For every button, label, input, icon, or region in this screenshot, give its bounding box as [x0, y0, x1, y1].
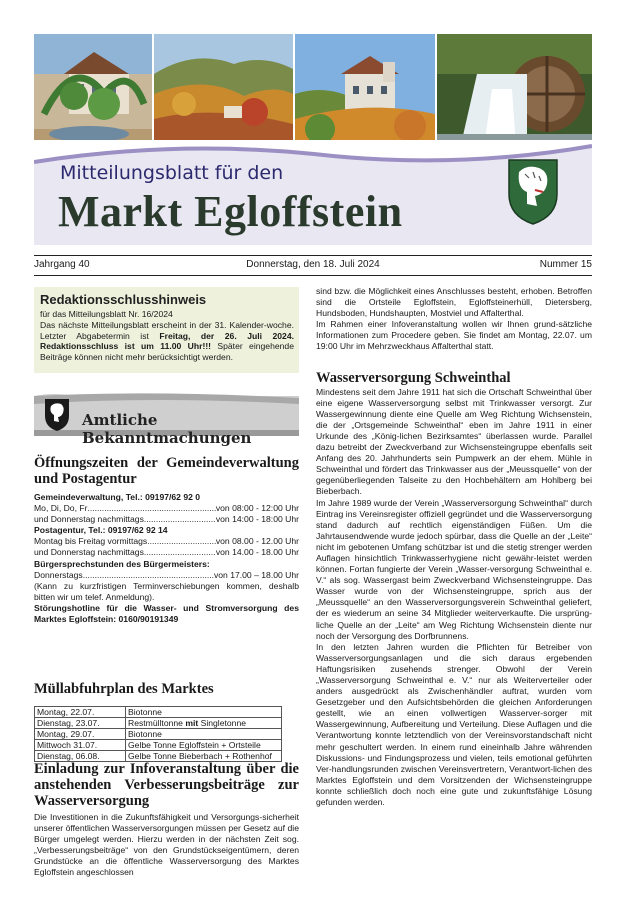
waste-type-label: Biotonne	[128, 729, 162, 739]
post-hours-row: und Donnerstag nachmittags ..... von 14.00 - 18.00 Uhr	[34, 547, 299, 558]
waste-type-label: Restmülltonne	[128, 718, 186, 728]
waste-type-label: Biotonne	[128, 707, 162, 717]
coat-of-arms-icon	[505, 156, 561, 226]
masthead-title: Markt Egloffstein	[58, 187, 403, 236]
waste-schedule-row	[35, 740, 282, 751]
water-supply-paragraph: Mindestens seit dem Jahre 1911 hat sich die Ortschaft Schweinthal über eine eigene Wasserversorgung selbst mit Trinkwasser versorgt. Zur Wassergewinnung diente eine Quelle am Weg Richtung Wichsenstein, die der „Ortsgemeinde Schweinthal“ eben im Jahre 1911 in einer Urkunde des „König-lichen Bezirksamtes“ überlassen wurde. Parallel dazu betreibt der Zweckverband zur Wichsensteingruppe ebenfalls seit Anfang des 20. Jahrhunderts sein Pumpwerk an der ehem. Mühle in Schweinthal und fördert das Trinkwasser aus der „Meussquelle“ von der gegenüberliegenden Talseite zu den Hochbehältern am Hohlberg bei Bieberbach.	[316, 386, 592, 497]
right-column	[316, 286, 592, 808]
waste-type-label: Gelbe Tonne Bieberbach + Rothenhof	[128, 751, 272, 761]
water-supply-heading: Wasserversorgung Schweinthal	[316, 369, 511, 386]
deadline-next-issue: Das nächste Mitteilungsblatt erscheint in der 31. Kalender-woche. Letzter Abgabetermin ist	[40, 319, 294, 341]
mayor-hours-row: Donnerstags ..... von 17.00 – 18.00 Uhr	[34, 570, 299, 581]
admin-hours-row: Mo, Di, Do, Fr ..... von 08:00 - 12:00 Uhr	[34, 503, 299, 514]
official-notices-banner	[34, 392, 299, 447]
deadline-date: Freitag, der 26. Juli 2024.	[159, 330, 295, 341]
water-supply-paragraph: Im Jahre 1989 wurde der Verein „Wasserversorgung Schweinthal“ durch Eintrag ins Vereinsregister offiziell gegründet und die Wasserversorgung stand dadurch auf rechtlich eigenständigen Füßen. Um die Jahrtausendwende wurde jedoch spürbar, dass die Quelle an der „Leite“ nicht im gebotenen Umfang schützbar ist und die stetig strenger werden Auflagen hinsichtlich Trinkwasserhygiene nicht gewähr-leistet werden können. Fortan fungierte der Verein „Wasser-versorgung Schweinthal e. V.“ als sog. Wassergast beim Zweckverband Wichsensteingruppe. Das Wasser wurde von der Wichsensteingruppe, sprich aus der „Meussquelle“ an den Wasserversorgungsverein Schweinthal geliefert, der es wiederum an seine 34 Mitglieder weiterverkaufte. Die ursprüng-liche Quelle an der „Leite“ am Weg Richtung Wichsenstein diente nur noch der Versorgung des Dorfbrunnens.	[316, 497, 592, 641]
admin-hours-row: und Donnerstag nachmittags ..... von 14:00 - 18:00 Uhr	[34, 514, 299, 525]
waste-schedule-row	[35, 729, 282, 740]
waste-type	[126, 740, 282, 751]
waste-schedule	[34, 681, 299, 762]
waste-type-label: Gelbe Tonne Egloffstein + Ortsteile	[128, 740, 261, 750]
info-event-text-cont: sind bzw. die Möglichkeit eines Anschlusses besteht, erhoben. Betroffen sind die Ortsteile Egloffstein, Egloffsteinerhüll, Dietersberg, Hundsboden, Hundshaupten, Mostviel und Affalterthal.	[316, 286, 592, 319]
waste-type	[126, 718, 282, 729]
waste-schedule-row	[35, 751, 282, 762]
waste-date: Montag, 22.07.	[35, 707, 126, 718]
info-event-heading: Einladung zur Infoveranstaltung über die anstehenden Verbesserungsbeiträge zur Wasserversorgung	[34, 761, 299, 809]
issue-number: Nummer 15	[539, 259, 592, 270]
opening-hours	[34, 455, 299, 625]
waste-schedule-table	[34, 706, 282, 762]
waste-date: Dienstag, 06.08.	[35, 751, 126, 762]
issue-date: Donnerstag, den 18. Juli 2024	[246, 259, 380, 270]
waste-schedule-row	[35, 707, 282, 718]
waste-date: Montag, 29.07.	[35, 729, 126, 740]
official-notices-label: Amtliche Bekanntmachungen	[82, 411, 252, 447]
issue-volume: Jahrgang 40	[34, 259, 90, 270]
waste-schedule-heading: Müllabfuhrplan des Marktes	[34, 681, 214, 697]
emergency-hotline: Störungshotline für die Wasser- und Stromversorgung des Marktes Egloffstein: 0160/90191349	[34, 602, 299, 625]
waste-schedule-row	[35, 718, 282, 729]
mayor-hours-note: (Kann zu kurzfristigen Terminverschiebungen kommen, deshalb bitten wir um telef. Anmeldung).	[34, 580, 299, 602]
waste-type-rest: Singletonne	[198, 718, 247, 728]
waste-date: Mittwoch 31.07.	[35, 740, 126, 751]
info-event-text-cont2: Im Rahmen einer Infoveranstaltung wollen wir Ihnen grund-sätzliche Informationen zum Procedere geben. Sie findet am Montag, 22.07. um 19:00 Uhr im Mehrzweckhaus Affalterthal statt.	[316, 319, 592, 352]
mayor-hours-heading: Bürgersprechstunden des Bürgermeisters:	[34, 558, 210, 569]
water-supply-paragraph: In den letzten Jahren wurden die Pflichten für Betreiber von Wasserversorgungsanlagen und die sich daraus ergebenden Haftungsrisiken zusehends strenger. Obwohl der Verein „Wasserversorgung Schweinthal e. V.“ nur als Weiterverteiler oder anders ausgedrückt als Zwischenhändler auftrat, wurden vom Gesetzgeber und den Aufsichtsbehörden die gleichen Anforderungen gestellt, wie an einen vollwertigen Wasserver-sorger mit Wassergewinnung, Aufbereitung und Verteilung. Diese Auflagen und die Verantwortung konnte letztendlich von der Vereinsvorstandschaft nicht mehr geschultert werden. In einem rund eineinhalb Jahre währenden Diskussions- und Findungsprozess und vielen, teils emotional geführten Ver-handlungsrunden zwischen Vereinsvertretern, Verantwort-lichen des Marktes Egloffstein und dem Vorsitzenden der Wichsensteingruppe konnte schließlich doch noch eine gute und zukunftsfähige Lösung gefunden werden.	[316, 641, 592, 808]
deadline-text	[40, 309, 294, 363]
opening-hours-heading: Öffnungszeiten der Gemeindeverwaltung und Postagentur	[34, 455, 299, 487]
deadline-issue: für das Mitteilungsblatt Nr. 16/2024	[40, 309, 173, 319]
deadline-time: Redaktionsschluss ist um 11.00 Uhr!!!	[40, 341, 212, 352]
deadline-heading: Redaktionsschlusshinweis	[40, 292, 207, 307]
post-hours-row: Montag bis Freitag vormittags ..... von 08.00 - 12.00 Uhr	[34, 536, 299, 547]
info-event-text: Die Investitionen in die Zukunftsfähigkeit und Versorgungs-sicherheit unserer öffentlichen Wasserversorgungen müssen per Gesetz auf die Bürger umgelegt werden. Hierzu werden in der nächsten Zeit sog. „Verbesserungsbeiträge“ von den Grundstückseigentümern, deren Grundstücke an die öffentliche Wasserversorgung des Marktes Egloffstein angeschlossen	[34, 812, 299, 878]
post-phone: Postagentur, Tel.: 09197/62 92 14	[34, 525, 168, 536]
masthead-subtitle: Mitteilungsblatt für den	[60, 162, 284, 184]
coat-of-arms-small-icon	[44, 398, 70, 432]
admin-phone: Gemeindeverwaltung, Tel.: 09197/62 92 0	[34, 492, 201, 502]
waste-type	[126, 707, 282, 718]
info-event-article	[34, 761, 299, 879]
waste-date: Dienstag, 23.07.	[35, 718, 126, 729]
deadline-late-note: Später eingehende Beiträge können nicht mehr berücksichtigt werden.	[40, 341, 294, 363]
waste-type-emphasis: mit	[185, 718, 199, 728]
waste-type	[126, 729, 282, 740]
waste-type	[126, 751, 282, 762]
deadline-notice	[34, 287, 299, 373]
